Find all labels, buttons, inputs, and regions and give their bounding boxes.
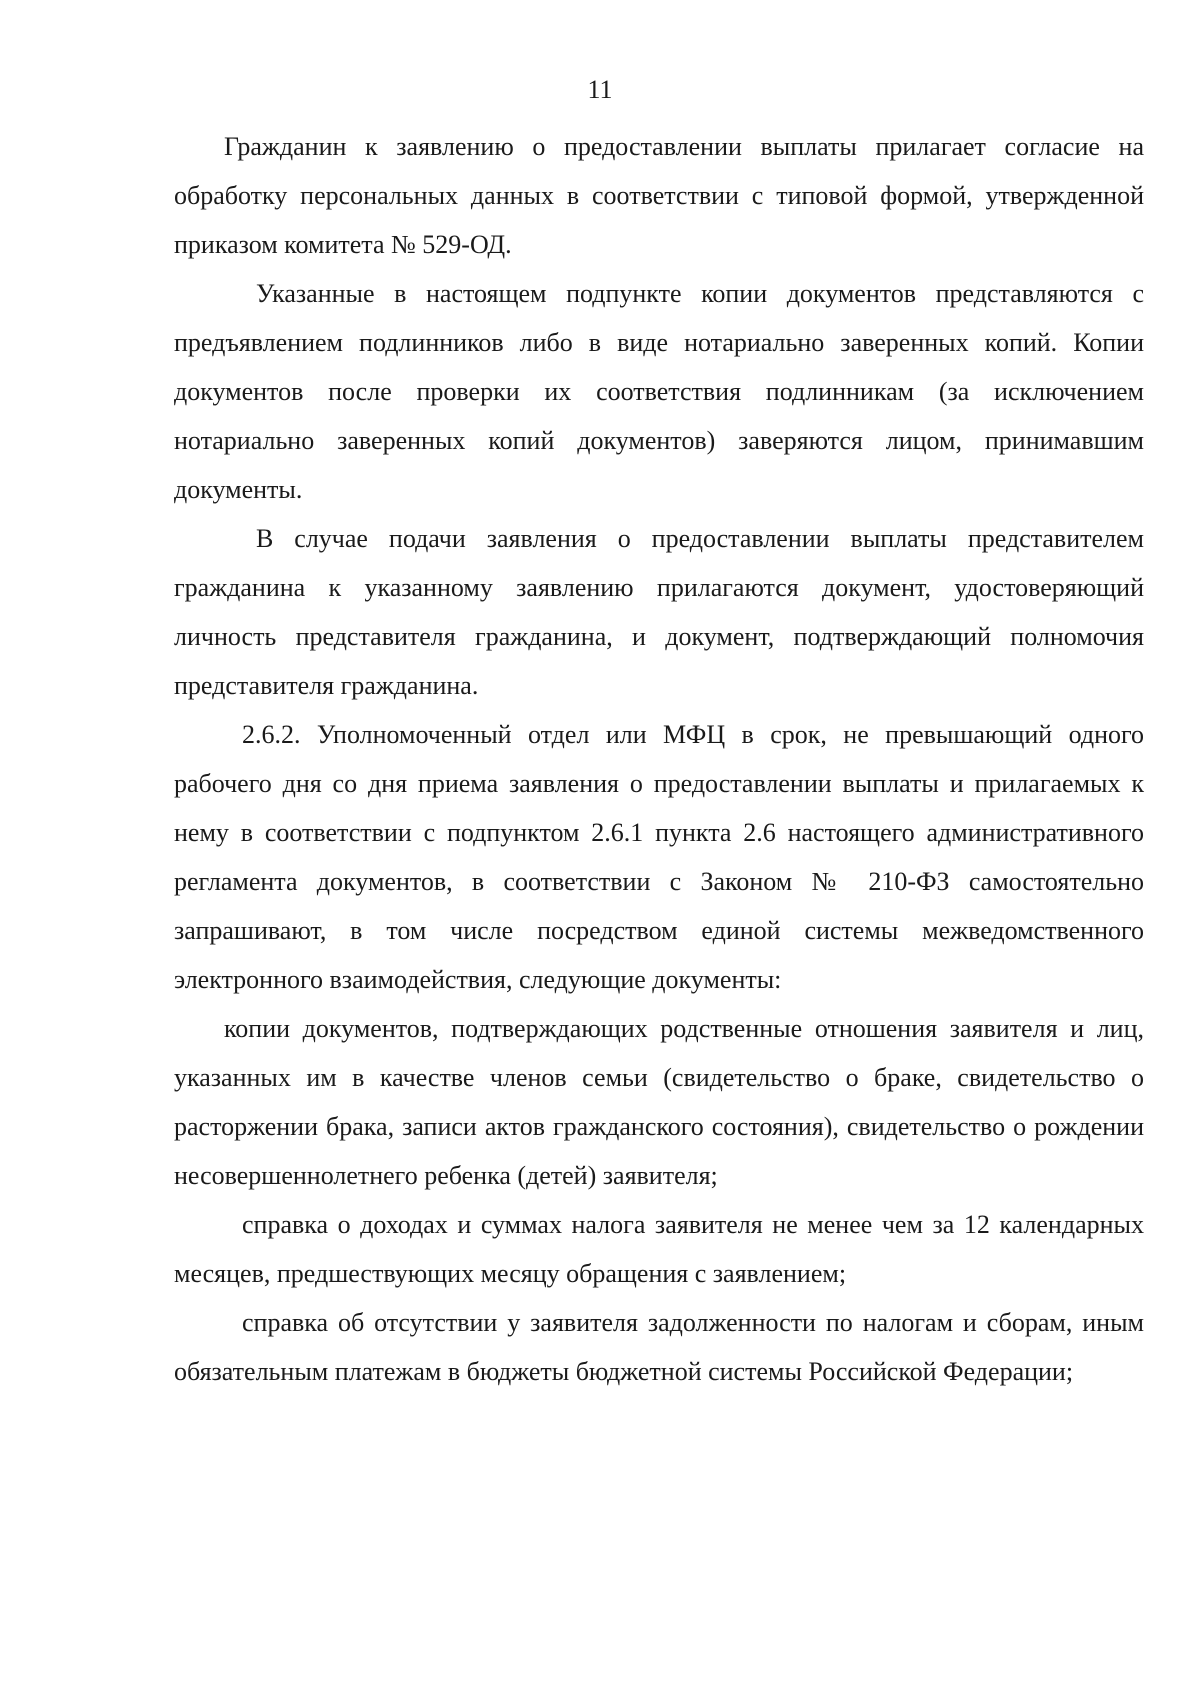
paragraph-tax-debt-certificate: справка об отсутствии у заявителя задолженности по налогам и сборам, иным обязательным платежам в бюджеты бюджетной системы Российской Федерации; [174,1308,1144,1386]
paragraph-copies: Указанные в настоящем подпункте копии документов представляются с предъявлением подлинников либо в виде нотариально заверенных копий. Копии документов после проверки их соответствия подлинникам (за исключением нотариально заверенных копий документов) заверяются лицом, принимавшим документы. [174,279,1144,504]
paragraph-consent: Гражданин к заявлению о предоставлении выплаты прилагает согласие на обработку персональных данных в соответствии с типовой формой, утвержденной приказом комитета № 529-ОД. [174,132,1144,259]
paragraph-representative: В случае подачи заявления о предоставлении выплаты представителем гражданина к указанному заявлению прилагаются документ, удостоверяющий личность представителя гражданина, и документ, подтверждающий полномочия представителя гражданина. [174,524,1144,700]
document-body [174,122,1144,1396]
paragraph-income-certificate: справка о доходах и суммах налога заявителя не менее чем за 12 календарных месяцев, предшествующих месяцу обращения с заявлением; [174,1210,1144,1288]
paragraph-2-6-2: 2.6.2. Уполномоченный отдел или МФЦ в срок, не превышающий одного рабочего дня со дня приема заявления о предоставлении выплаты и прилагаемых к нему в соответствии с подпунктом 2.6.1 пункта 2.6 настоящего административного регламента документов, в соответствии с Законом № 210-ФЗ самостоятельно запрашивают, в том числе посредством единой системы межведомственного электронного взаимодействия, следующие документы: [174,720,1144,994]
page-number: 11 [587,75,613,104]
paragraph-family-documents: копии документов, подтверждающих родственные отношения заявителя и лиц, указанных им в качестве членов семьи (свидетельство о браке, свидетельство о расторжении брака, записи актов гражданского состояния), свидетельство о рождении несовершеннолетнего ребенка (детей) заявителя; [174,1014,1144,1190]
